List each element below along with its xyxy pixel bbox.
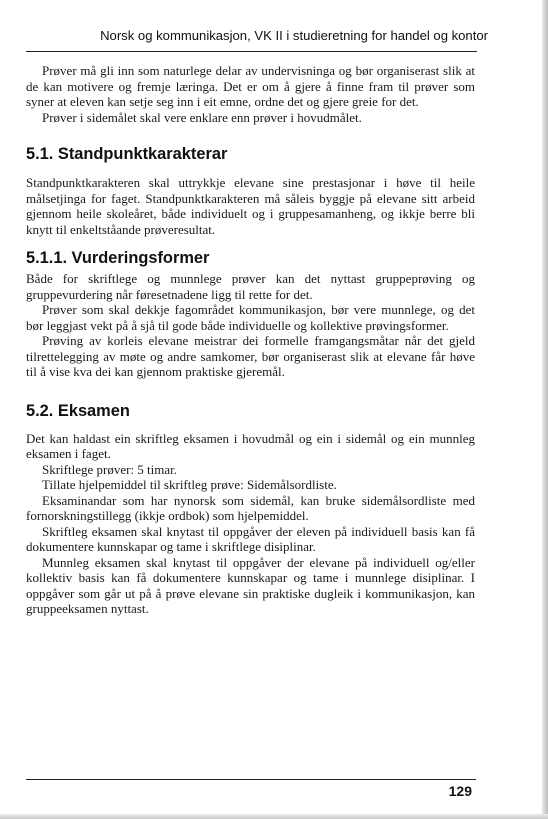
page-edge-shadow	[542, 0, 548, 819]
intro-paragraph-2: Prøver i sidemålet skal vere enklare enn prøver i hovudmålet.	[42, 109, 362, 125]
header-rule	[26, 51, 477, 52]
section-5-2-paragraph-6: Munnleg eksamen skal knytast til oppgåver der elevane på individuell og/eller kollektiv basis kan få dokumentere kunnskapar og tame i munnlege disiplinar. I oppgåver som går ut på å prøve elevane sin praktiske dugleik i kommunikasjon, kan gruppeeksamen nyttast.	[26, 554, 475, 616]
section-5-2-heading: 5.2. Eksamen	[26, 401, 130, 420]
running-header: Norsk og kommunikasjon, VK II i studieretning for handel og kontor	[100, 28, 488, 43]
page-bottom-edge	[0, 814, 548, 819]
section-5-2-paragraph-3: Tillate hjelpemiddel til skriftleg prøve: Sidemålsordliste.	[42, 477, 337, 492]
section-5-1-1-paragraph-1: Både for skriftlege og munnlege prøver kan det nyttast gruppeprøving og gruppevurdering når føresetnadene ligg til rette for det.	[26, 271, 475, 302]
intro-paragraph-1: Prøver må gli inn som naturlege delar av undervisninga og bør organiserast slik at de kan motivere og fremje læringa. Det er om å gjere å finne fram til prøver som syner at eleven kan setje seg inn i eit emne, ordne det og gjere greie for det.	[26, 63, 475, 109]
section-5-1-1-heading: 5.1.1. Vurderingsformer	[26, 249, 210, 267]
section-5-2-paragraph-4: Eksaminandar som har nynorsk som sidemål, kan bruke sidemålsordliste med fornorskningstillegg (ikkje ordbok) som hjelpemiddel.	[26, 492, 475, 523]
section-5-2-paragraph-1: Det kan haldast ein skriftleg eksamen i hovudmål og ein i sidemål og ein munnleg eksamen i faget.	[26, 430, 475, 461]
section-5-1-1-paragraph-3: Prøving av korleis elevane meistrar dei formelle framgangsmåtar når det gjeld tilrettelegging av møte og andre samkomer, bør organiserast slik at elevane får høve til å vise kva dei kan gjennom praktiske gjeremål.	[26, 333, 475, 379]
section-5-1-paragraph-1: Standpunktkarakteren skal uttrykkje elevane sine prestasjonar i høve til heile målsetjinga for faget. Standpunktkarakteren må såleis byggje på elevane sitt arbeid gjennom heile skoleåret, både individuelt og i gruppesamanheng, og ikkje berre bli knytt til enkeltståande prøveresultat.	[26, 175, 475, 237]
page-body	[26, 63, 475, 617]
page-number: 129	[448, 783, 472, 799]
section-5-2-paragraph-5: Skriftleg eksamen skal knytast til oppgåver der eleven på individuell basis kan få dokumentere kunnskapar og tame i skriftlege disiplinar.	[26, 523, 475, 554]
section-5-2-paragraph-2: Skriftlege prøver: 5 timar.	[42, 461, 178, 477]
footer-rule	[26, 779, 476, 780]
section-5-1-heading: 5.1. Standpunktkarakterar	[26, 145, 228, 163]
section-5-1-1-paragraph-2: Prøver som skal dekkje fagområdet kommunikasjon, bør vere munnlege, og det bør leggjast vekt på å sjå til gode både individuelle og kollektive prøvingsformer.	[26, 302, 475, 333]
